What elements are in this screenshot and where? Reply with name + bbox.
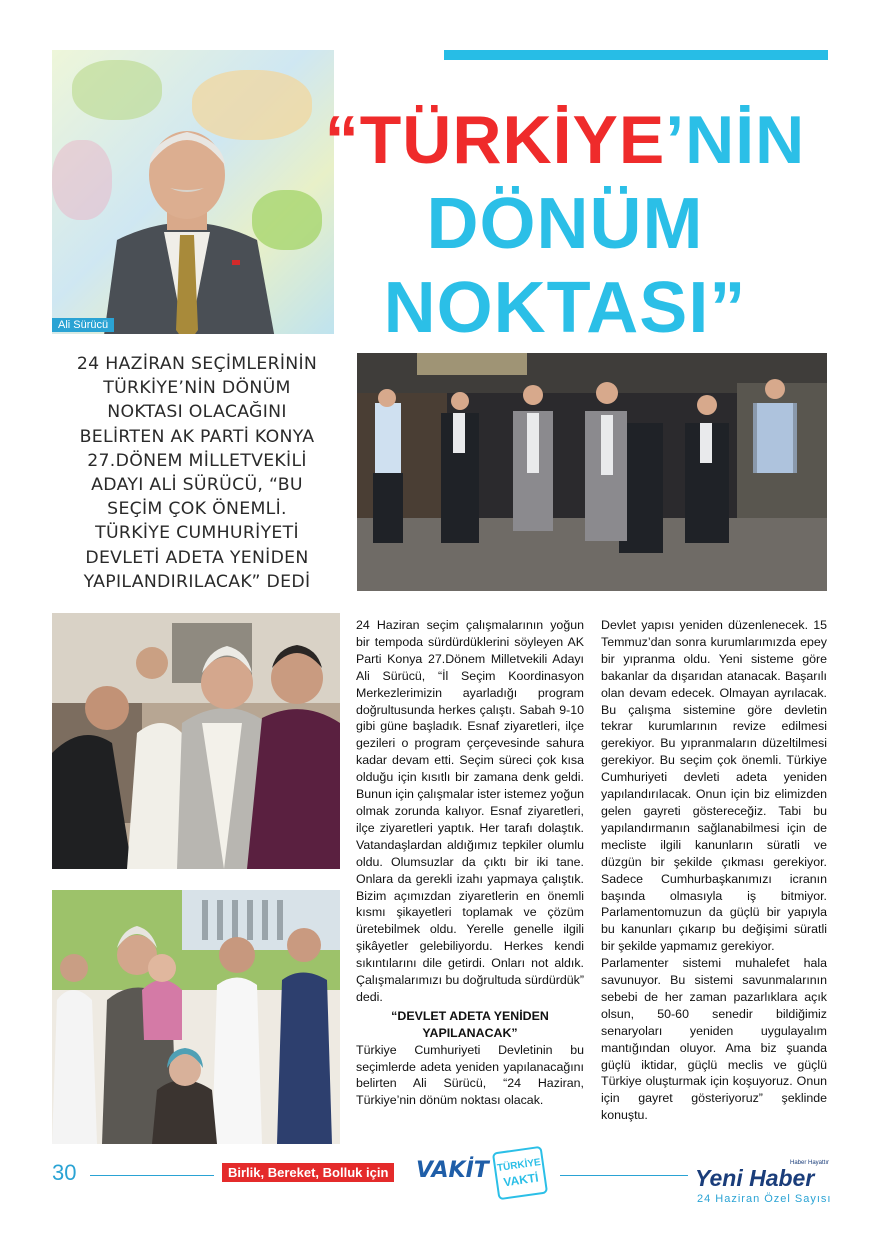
lead-line: TÜRKİYE’NİN DÖNÜM xyxy=(103,378,291,399)
night-walk-photo xyxy=(357,353,827,591)
page-number: 30 xyxy=(52,1160,77,1185)
badge-text-2: VAKTİ xyxy=(502,1170,540,1190)
campaign-slogan: Birlik, Bereket, Bolluk için xyxy=(222,1163,394,1182)
paragraph: Devlet yapısı yeniden düzenlenecek. 15 Temmuz’dan sonra kurumlarımızda epey bir yıpranma oldu. Yeni sisteme göre bakanlar da dışarıdan atanacak. Başarılı olan devam edecek. Olmayan ayrılacak. Bu çalışma sistemine göre devletin tekrar kurumlarının revize edilmesi gerekiyor. Bu yıpranmaların düzeltilmesi gerekiyor. Bu seçim çok önemli. Türkiye Cumhuriyeti devleti adeta yeniden yapılandırılacak. Onun için biz elimizden gelen gayreti göstereceğiz. Tabi bu yapılandırmanın sağlanabilmesi için de mecliste ilgili kanunların süratli ve düzgün bir şekilde çıkması gerekiyor. Sadece Cumhurbaşkanımızı icranın başında olmasıyla iş bitmiyor. Parlamentomuzun da güçlü bir yapıyla bu kanunları çıkarıp bu değişimi süratli bir şekilde yapmamız gerekiyor. xyxy=(601,618,827,954)
lead-line: DEVLETİ ADETA YENİDEN xyxy=(85,547,309,568)
lead-line: TÜRKİYE CUMHURİYETİ xyxy=(95,523,299,544)
headline xyxy=(300,98,830,350)
subheading-line: “DEVLET ADETA YENİDEN xyxy=(391,1008,549,1023)
family-visit-photo xyxy=(52,890,340,1144)
subheading-line: YAPILANACAK” xyxy=(422,1025,518,1040)
photo-caption: Ali Sürücü xyxy=(52,318,114,332)
headline-red-part: “TÜRKİYE xyxy=(324,102,666,178)
headline-line-2: DÖNÜM xyxy=(426,184,704,264)
paragraph: Türkiye Cumhuriyeti Devletinin bu seçimlerde adeta yeniden yapılanacağını belirten Ali Sürücü, “24 Haziran, Türkiye’nin dönüm noktası olacak. xyxy=(356,1042,584,1108)
lead-line: SEÇİM ÇOK ÖNEMLİ. xyxy=(107,499,287,520)
headline-line-3: NOKTASI” xyxy=(383,268,747,348)
yeni-haber-logo: Yeni Haber xyxy=(695,1165,815,1191)
footer-rule-right xyxy=(560,1175,688,1176)
paragraph: Parlamenter sistemi muhalefet hala savunuyor. Bu sistemi savunmalarının sebebi de her zaman pazarlıklara açık olsun, 50-60 senedir bildiğimiz senaryoları yeniden uygulayalım mantığından oluyor. Ama biz şuanda güçlü iktidar, güçlü meclis ve güçlü Türkiye oluşturmak için koşuyoruz. Onun için gayret gösteriyoruz” şeklinde konuştu. xyxy=(601,956,827,1123)
vakit-logo: VAKİT xyxy=(416,1158,489,1183)
headline-blue-part: ’NİN xyxy=(665,102,806,178)
paragraph: 24 Haziran seçim çalışmalarının yoğun bir tempoda sürdürdüklerini söyleyen AK Parti Konya 27.Dönem Milletvekili Adayı Ali Sürücü, “İl Seçim Koordinasyon Merkezlerimizin ayarladığı program doğrultusunda herkes çalıştı. Sabah 9-10 gibi güne başladık. Esnaf ziyaretleri, ilçe gezileri o program çerçevesinde sahura kadar devam etti. Seçim süreci çok kısa olduğu için kısıtlı bir zamana denk geldi. Bunun için çalışmalar ister istemez yoğun olmak zorunda kalıyor. Esnaf ziyaretleri, ilçe ziyaretleri yaptık. Her tarafı dolaştık. Vatandaşlardan aldığımız tepkiler olumlu oldu. Olumsuzlar da çıktı bir iki tane. Onlara da gerekli izahı yapmaya çalıştık. Bizim açımızdan ziyaretlerin en önemli kısmı şikayetleri toplamak ve çözüm üretebilmek oldu. Yerelle genelle ilgili şikâyetler gelebiliyordu. Herkes kendi sıkıntılarını dile getirdi. Onları not aldık. Çalışmalarımızı bu doğrultuda sürdürdük” dedi. xyxy=(356,618,584,1004)
lead-line: YAPILANDIRILACAK” DEDİ xyxy=(83,571,311,592)
hero-photo xyxy=(52,50,334,334)
lead-line: BELİRTEN AK PARTİ KONYA xyxy=(79,426,315,447)
lead-line: NOKTASI OLACAĞINI xyxy=(107,402,287,423)
brand-tagline: Haber Hayattır xyxy=(790,1160,830,1166)
top-accent-bar xyxy=(444,50,828,60)
article-column-1 xyxy=(356,617,584,1109)
badge-text-1: TÜRKİYE xyxy=(496,1157,542,1175)
man-in-suit-figure xyxy=(92,120,282,334)
lead-line: 27.DÖNEM MİLLETVEKİLİ xyxy=(87,450,307,471)
turkiye-vakti-badge xyxy=(492,1146,548,1200)
subheading xyxy=(356,1008,584,1042)
edition-label: 24 Haziran Özel Sayısı xyxy=(697,1193,832,1205)
footer-rule-left xyxy=(90,1175,214,1176)
lead-line: 24 HAZİRAN SEÇİMLERİNİN xyxy=(76,354,318,374)
article-column-2 xyxy=(601,617,827,1124)
lead-paragraph xyxy=(52,352,342,594)
lead-line: ADAYI ALİ SÜRÜCÜ, “BU xyxy=(91,475,303,496)
street-meeting-photo xyxy=(52,613,340,869)
